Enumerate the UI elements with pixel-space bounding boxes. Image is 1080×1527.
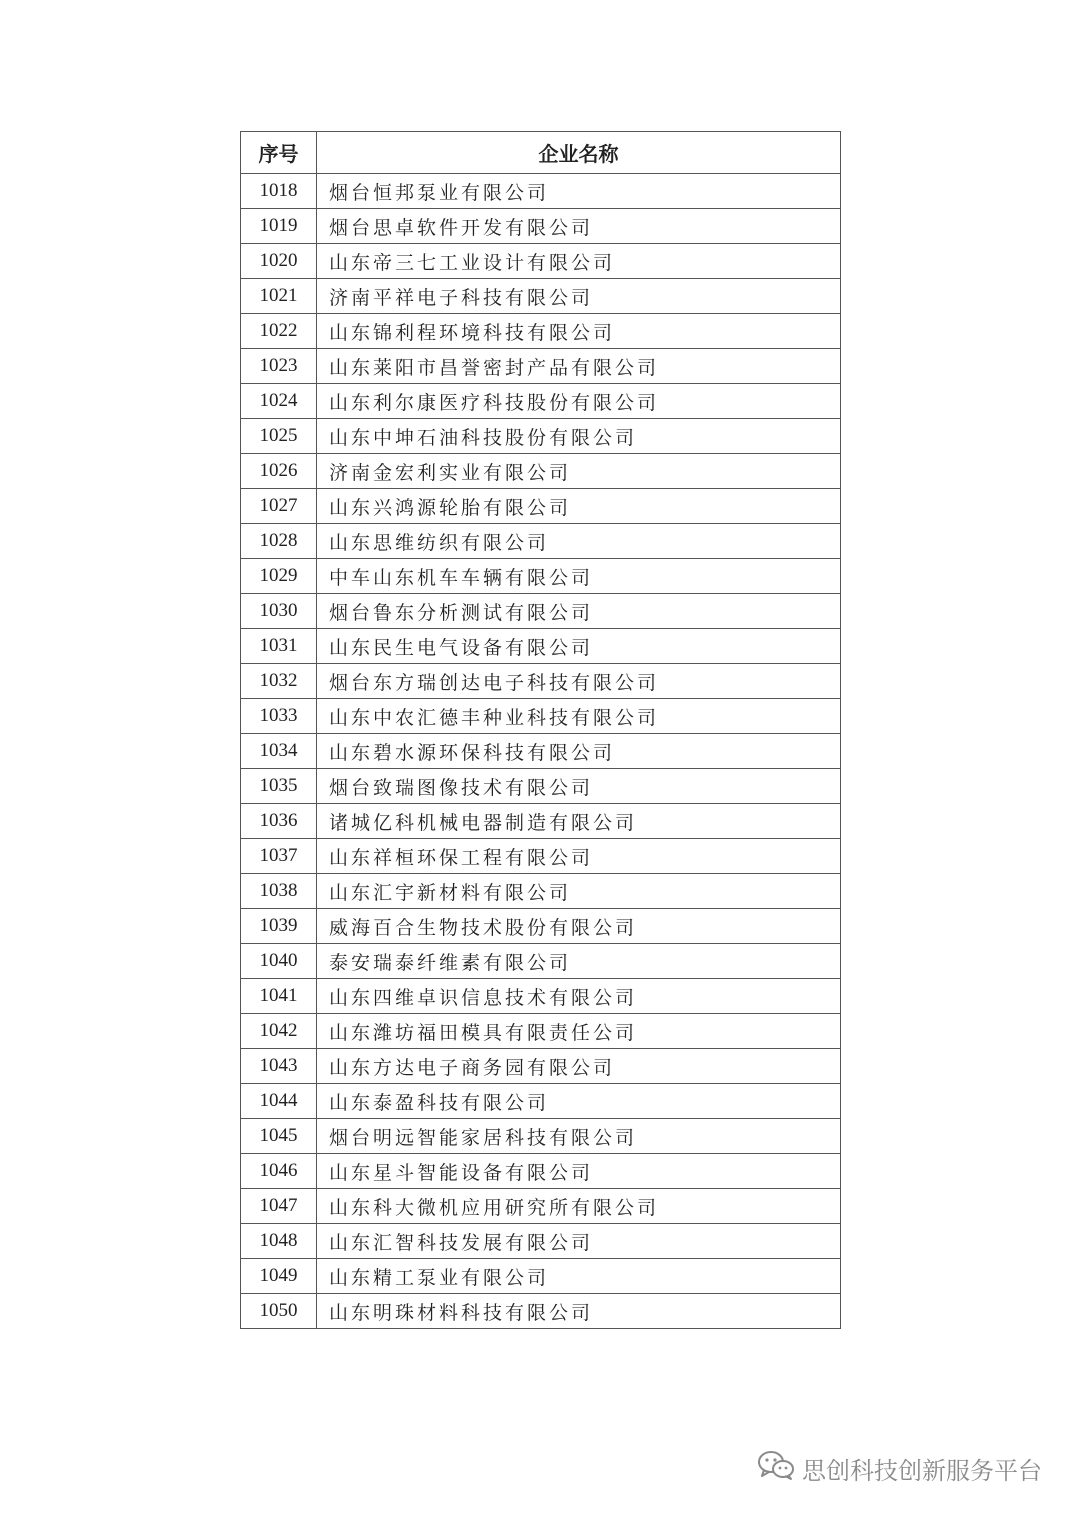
table-row — [241, 1189, 841, 1224]
serial-number-cell: 1023 — [241, 349, 317, 384]
company-name-cell: 泰安瑞泰纤维素有限公司 — [317, 944, 841, 979]
serial-number-cell: 1035 — [241, 769, 317, 804]
company-name-cell: 烟台思卓软件开发有限公司 — [317, 209, 841, 244]
serial-number-cell: 1022 — [241, 314, 317, 349]
table-row — [241, 979, 841, 1014]
company-name-cell: 山东泰盈科技有限公司 — [317, 1084, 841, 1119]
company-name-cell: 诸城亿科机械电器制造有限公司 — [317, 804, 841, 839]
serial-number-cell: 1034 — [241, 734, 317, 769]
header-company-name: 企业名称 — [317, 132, 841, 174]
table-row — [241, 1049, 841, 1084]
serial-number-cell: 1025 — [241, 419, 317, 454]
serial-number-cell: 1050 — [241, 1294, 317, 1329]
company-name-cell: 山东四维卓识信息技术有限公司 — [317, 979, 841, 1014]
table-row — [241, 734, 841, 769]
company-name-cell: 山东中农汇德丰种业科技有限公司 — [317, 699, 841, 734]
company-name-cell: 山东锦利程环境科技有限公司 — [317, 314, 841, 349]
table-row — [241, 1224, 841, 1259]
company-name-cell: 烟台东方瑞创达电子科技有限公司 — [317, 664, 841, 699]
company-name-cell: 山东星斗智能设备有限公司 — [317, 1154, 841, 1189]
company-name-cell: 威海百合生物技术股份有限公司 — [317, 909, 841, 944]
serial-number-cell: 1024 — [241, 384, 317, 419]
table-row — [241, 279, 841, 314]
table-row — [241, 244, 841, 279]
serial-number-cell: 1020 — [241, 244, 317, 279]
table-row — [241, 804, 841, 839]
serial-number-cell: 1037 — [241, 839, 317, 874]
company-name-cell: 山东科大微机应用研究所有限公司 — [317, 1189, 841, 1224]
serial-number-cell: 1029 — [241, 559, 317, 594]
table-row — [241, 909, 841, 944]
serial-number-cell: 1026 — [241, 454, 317, 489]
serial-number-cell: 1039 — [241, 909, 317, 944]
table-header-row — [241, 132, 841, 174]
company-name-cell: 山东帝三七工业设计有限公司 — [317, 244, 841, 279]
serial-number-cell: 1048 — [241, 1224, 317, 1259]
company-name-cell: 山东方达电子商务园有限公司 — [317, 1049, 841, 1084]
wechat-watermark — [756, 1449, 1042, 1487]
serial-number-cell: 1045 — [241, 1119, 317, 1154]
table-row — [241, 349, 841, 384]
table-row — [241, 559, 841, 594]
serial-number-cell: 1042 — [241, 1014, 317, 1049]
company-table — [240, 131, 841, 1329]
table-row — [241, 489, 841, 524]
table-row — [241, 699, 841, 734]
company-name-cell: 山东明珠材料科技有限公司 — [317, 1294, 841, 1329]
table-row — [241, 524, 841, 559]
header-serial-number: 序号 — [241, 132, 317, 174]
table-row — [241, 1294, 841, 1329]
company-name-cell: 山东精工泵业有限公司 — [317, 1259, 841, 1294]
table-row — [241, 1014, 841, 1049]
company-name-cell: 烟台致瑞图像技术有限公司 — [317, 769, 841, 804]
serial-number-cell: 1021 — [241, 279, 317, 314]
serial-number-cell: 1043 — [241, 1049, 317, 1084]
table-row — [241, 874, 841, 909]
serial-number-cell: 1036 — [241, 804, 317, 839]
table-row — [241, 209, 841, 244]
table-row — [241, 629, 841, 664]
serial-number-cell: 1033 — [241, 699, 317, 734]
table-row — [241, 944, 841, 979]
serial-number-cell: 1032 — [241, 664, 317, 699]
table-row — [241, 1084, 841, 1119]
serial-number-cell: 1044 — [241, 1084, 317, 1119]
company-name-cell: 济南平祥电子科技有限公司 — [317, 279, 841, 314]
company-name-cell: 山东思维纺织有限公司 — [317, 524, 841, 559]
table-row — [241, 384, 841, 419]
company-name-cell: 山东莱阳市昌誉密封产品有限公司 — [317, 349, 841, 384]
table-row — [241, 454, 841, 489]
company-name-cell: 山东利尔康医疗科技股份有限公司 — [317, 384, 841, 419]
table-row — [241, 594, 841, 629]
table-row — [241, 174, 841, 209]
serial-number-cell: 1041 — [241, 979, 317, 1014]
table-row — [241, 419, 841, 454]
serial-number-cell: 1038 — [241, 874, 317, 909]
company-name-cell: 山东民生电气设备有限公司 — [317, 629, 841, 664]
serial-number-cell: 1049 — [241, 1259, 317, 1294]
table-row — [241, 1119, 841, 1154]
company-name-cell: 烟台明远智能家居科技有限公司 — [317, 1119, 841, 1154]
watermark-text: 思创科技创新服务平台 — [802, 1456, 1042, 1485]
serial-number-cell: 1027 — [241, 489, 317, 524]
table-row — [241, 664, 841, 699]
serial-number-cell: 1047 — [241, 1189, 317, 1224]
serial-number-cell: 1040 — [241, 944, 317, 979]
company-name-cell: 济南金宏利实业有限公司 — [317, 454, 841, 489]
table-row — [241, 1259, 841, 1294]
company-name-cell: 烟台恒邦泵业有限公司 — [317, 174, 841, 209]
serial-number-cell: 1028 — [241, 524, 317, 559]
company-name-cell: 山东碧水源环保科技有限公司 — [317, 734, 841, 769]
serial-number-cell: 1046 — [241, 1154, 317, 1189]
company-name-cell: 山东祥桓环保工程有限公司 — [317, 839, 841, 874]
company-name-cell: 山东兴鸿源轮胎有限公司 — [317, 489, 841, 524]
company-name-cell: 山东汇智科技发展有限公司 — [317, 1224, 841, 1259]
serial-number-cell: 1019 — [241, 209, 317, 244]
table-body — [241, 174, 841, 1329]
company-name-cell: 中车山东机车车辆有限公司 — [317, 559, 841, 594]
serial-number-cell: 1030 — [241, 594, 317, 629]
table-row — [241, 839, 841, 874]
serial-number-cell: 1018 — [241, 174, 317, 209]
table-row — [241, 314, 841, 349]
company-name-cell: 山东汇宇新材料有限公司 — [317, 874, 841, 909]
company-name-cell: 山东潍坊福田模具有限责任公司 — [317, 1014, 841, 1049]
wechat-icon — [756, 1449, 796, 1487]
table-row — [241, 769, 841, 804]
table-row — [241, 1154, 841, 1189]
company-name-cell: 烟台鲁东分析测试有限公司 — [317, 594, 841, 629]
serial-number-cell: 1031 — [241, 629, 317, 664]
company-name-cell: 山东中坤石油科技股份有限公司 — [317, 419, 841, 454]
